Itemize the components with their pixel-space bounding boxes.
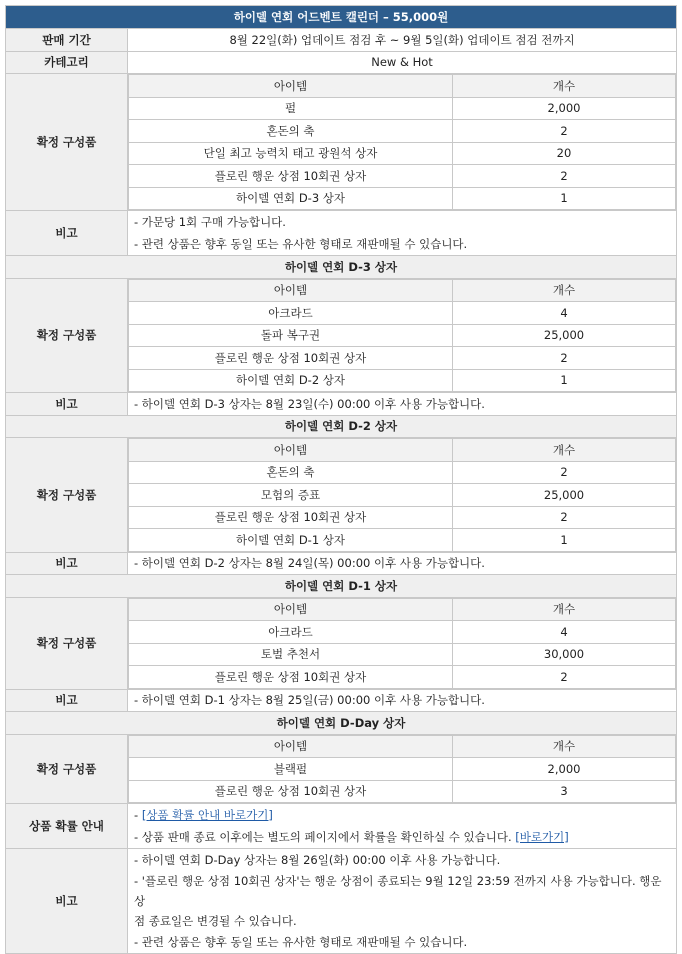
item-count: 1	[453, 529, 676, 552]
main-note-label: 비고	[6, 211, 128, 256]
category-label: 카테고리	[6, 51, 128, 74]
table-row	[129, 369, 676, 392]
d1-section-title: 하이델 연회 D-1 상자	[6, 575, 677, 598]
d3-section-title: 하이델 연회 D-3 상자	[6, 256, 677, 279]
table-row	[129, 529, 676, 552]
table-row	[129, 324, 676, 347]
col-count-header: 개수	[453, 735, 676, 758]
d1-confirmed-row	[6, 597, 677, 689]
item-count: 30,000	[453, 643, 676, 666]
col-count-header: 개수	[453, 75, 676, 98]
col-count-header: 개수	[453, 598, 676, 621]
item-count: 1	[453, 369, 676, 392]
d1-note-label: 비고	[6, 689, 128, 712]
item-count: 2	[453, 120, 676, 143]
d1-note: - 하이델 연회 D-1 상자는 8월 25일(금) 00:00 이후 사용 가능합니다.	[128, 689, 677, 712]
table-row	[129, 187, 676, 210]
item-name: 아크라드	[129, 302, 453, 325]
item-name: 토벌 추천서	[129, 643, 453, 666]
d3-confirmed-label: 확정 구성품	[6, 278, 128, 393]
dday-section-title: 하이델 연회 D-Day 상자	[6, 712, 677, 735]
table-row	[129, 120, 676, 143]
product-info-panel	[5, 5, 677, 954]
final-note-row	[6, 849, 677, 954]
item-name: 펄	[129, 97, 453, 120]
col-item-header: 아이템	[129, 75, 453, 98]
item-name: 돌파 복구권	[129, 324, 453, 347]
page-title: 하이델 연회 어드벤트 캘린더 – 55,000원	[6, 6, 677, 29]
table-row	[129, 347, 676, 370]
item-name: 혼돈의 축	[129, 461, 453, 484]
d3-note-row	[6, 393, 677, 416]
d3-note: - 하이델 연회 D-3 상자는 8월 23일(수) 00:00 이후 사용 가능합니다.	[128, 393, 677, 416]
item-count: 1	[453, 187, 676, 210]
prob-info-link[interactable]: [상품 확률 안내 바로가기]	[141, 808, 273, 822]
table-row	[129, 484, 676, 507]
item-count: 2	[453, 347, 676, 370]
col-count-header: 개수	[453, 439, 676, 462]
note-line: - 가문당 1회 구매 가능합니다.	[134, 215, 286, 229]
item-count: 3	[453, 780, 676, 803]
note-line: - 관련 상품은 향후 동일 또는 유사한 형태로 재판매될 수 있습니다.	[134, 935, 468, 949]
d2-section-row	[6, 415, 677, 438]
table-row	[129, 758, 676, 781]
item-name: 하이델 연회 D-2 상자	[129, 369, 453, 392]
item-count: 4	[453, 621, 676, 644]
item-name: 블랙펄	[129, 758, 453, 781]
category-value: New & Hot	[128, 51, 677, 74]
item-name: 단일 최고 능력치 태고 광원석 상자	[129, 142, 453, 165]
d2-confirmed-label: 확정 구성품	[6, 438, 128, 553]
final-note-label: 비고	[6, 849, 128, 954]
item-count: 2,000	[453, 758, 676, 781]
item-count: 25,000	[453, 324, 676, 347]
d1-confirmed-label: 확정 구성품	[6, 597, 128, 689]
d2-note-label: 비고	[6, 552, 128, 575]
table-row	[129, 142, 676, 165]
item-name: 하이델 연회 D-1 상자	[129, 529, 453, 552]
period-value: 8월 22일(화) 업데이트 점검 후 ~ 9월 5일(화) 업데이트 점검 전까지	[128, 29, 677, 52]
period-row	[6, 29, 677, 52]
table-row	[129, 666, 676, 689]
item-name: 혼돈의 축	[129, 120, 453, 143]
item-name: 플로린 행운 상점 10회권 상자	[129, 666, 453, 689]
dday-section-row	[6, 712, 677, 735]
d3-note-label: 비고	[6, 393, 128, 416]
item-name: 플로린 행운 상점 10회권 상자	[129, 165, 453, 188]
dday-confirmed-label: 확정 구성품	[6, 734, 128, 804]
table-row	[129, 461, 676, 484]
col-item-header: 아이템	[129, 735, 453, 758]
d3-items-table	[128, 279, 676, 393]
table-row	[129, 643, 676, 666]
note-line: - '플로린 행운 상점 10회권 상자'는 행운 상점이 종료되는 9월 12일 23:59 전까지 사용 가능합니다. 행운 상	[134, 874, 662, 908]
col-item-header: 아이템	[129, 279, 453, 302]
col-count-header: 개수	[453, 279, 676, 302]
d3-confirmed-row	[6, 278, 677, 393]
category-row	[6, 51, 677, 74]
item-name: 플로린 행운 상점 10회권 상자	[129, 780, 453, 803]
prob-prefix: -	[134, 808, 142, 822]
d2-items-table	[128, 438, 676, 552]
prob-line-1	[134, 804, 670, 826]
item-name: 아크라드	[129, 621, 453, 644]
main-note-row	[6, 211, 677, 256]
note-line: - 관련 상품은 향후 동일 또는 유사한 형태로 재판매될 수 있습니다.	[134, 237, 468, 251]
main-confirmed-label: 확정 구성품	[6, 74, 128, 211]
dday-confirmed-row	[6, 734, 677, 804]
item-name: 하이델 연회 D-3 상자	[129, 187, 453, 210]
d2-section-title: 하이델 연회 D-2 상자	[6, 415, 677, 438]
main-items-table	[128, 74, 676, 210]
product-table	[5, 5, 677, 954]
item-name: 플로린 행운 상점 10회권 상자	[129, 506, 453, 529]
item-count: 2	[453, 506, 676, 529]
item-count: 2	[453, 461, 676, 484]
item-count: 2	[453, 666, 676, 689]
prob-label: 상품 확률 안내	[6, 804, 128, 849]
table-row	[129, 506, 676, 529]
title-row	[6, 6, 677, 29]
d1-items-table	[128, 598, 676, 689]
item-count: 20	[453, 142, 676, 165]
d1-note-row	[6, 689, 677, 712]
d2-confirmed-row	[6, 438, 677, 553]
col-item-header: 아이템	[129, 598, 453, 621]
prob-shortcut-link[interactable]: [바로가기]	[515, 830, 569, 844]
table-row	[129, 621, 676, 644]
note-line: - 하이델 연회 D-Day 상자는 8월 26일(화) 00:00 이후 사용 가능합니다.	[134, 853, 501, 867]
d2-note-row	[6, 552, 677, 575]
table-row	[129, 780, 676, 803]
item-name: 모험의 증표	[129, 484, 453, 507]
item-name: 플로린 행운 상점 10회권 상자	[129, 347, 453, 370]
d3-section-row	[6, 256, 677, 279]
item-count: 2	[453, 165, 676, 188]
item-count: 2,000	[453, 97, 676, 120]
note-line: 점 종료일은 변경될 수 있습니다.	[134, 914, 297, 928]
table-row	[129, 97, 676, 120]
prob-line-2	[134, 826, 670, 848]
col-item-header: 아이템	[129, 439, 453, 462]
item-count: 25,000	[453, 484, 676, 507]
prob-line-2-text: - 상품 판매 종료 이후에는 별도의 페이지에서 확률을 확인하실 수 있습니다.	[134, 830, 516, 844]
d1-section-row	[6, 575, 677, 598]
main-confirmed-row	[6, 74, 677, 211]
dday-items-table	[128, 735, 676, 804]
period-label: 판매 기간	[6, 29, 128, 52]
prob-row	[6, 804, 677, 849]
table-row	[129, 165, 676, 188]
d2-note: - 하이델 연회 D-2 상자는 8월 24일(목) 00:00 이후 사용 가능합니다.	[128, 552, 677, 575]
item-count: 4	[453, 302, 676, 325]
table-row	[129, 302, 676, 325]
